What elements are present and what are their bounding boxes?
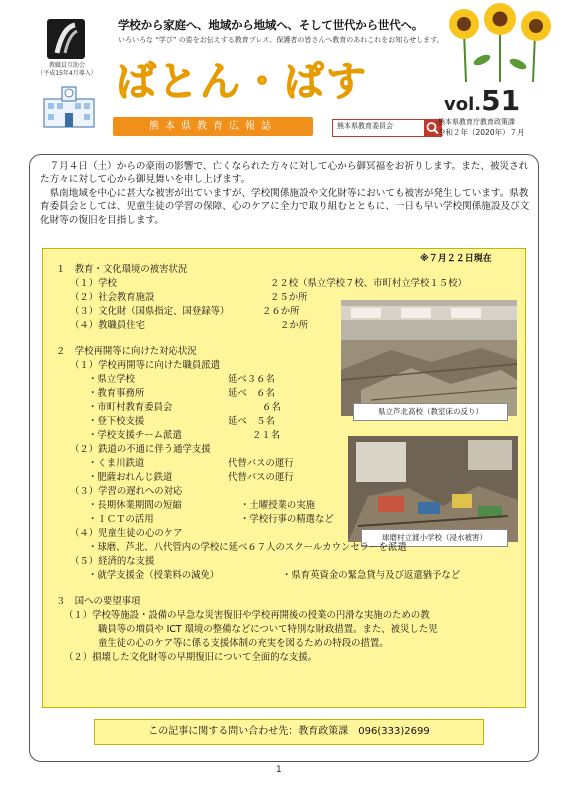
damage-label: （１）学校 (70, 278, 117, 289)
learning-measure: ・土曜授業の実施 (240, 500, 316, 511)
photo-flood-damage (348, 436, 518, 542)
section2-heading: ２ 学校再開等に向けた対応状況 (56, 346, 197, 357)
subsection-heading: （１）学校再開等に向けた職員派遣 (70, 360, 221, 371)
subsection-heading: （３）学習の遅れへの対応 (70, 486, 183, 497)
section3-heading: ３ 国への要望事項 (56, 596, 141, 607)
damage-label: （２）社会教育施設 (70, 292, 155, 303)
aid-measure: ・県育英資金の緊急貸与及び返還猶予など (282, 570, 461, 581)
learning-measure: ・学校行事の精選など (240, 514, 334, 525)
rail-value: 代替バスの運行 (228, 472, 294, 483)
rail-label: ・くま川鉄道 (88, 458, 145, 469)
school-building-icon (40, 83, 98, 129)
magazine-title: ばとん・ぱす (116, 59, 368, 105)
dispatch-label: ・教育事務所 (88, 388, 145, 399)
page-number: 1 (276, 765, 282, 775)
photo-caption: 県立芦北高校（教室床の反り） (353, 403, 508, 421)
sunflower-icon (440, 2, 560, 82)
issue-date: 令和２年（2020年）７月 (438, 128, 525, 137)
subsection-heading: （２）鉄道の不通に伴う通学支援 (70, 444, 211, 455)
contact-info: この記事に関する問い合わせ先：教育政策課 096(333)2699 (94, 719, 484, 745)
dispatch-label: ・登下校支援 (88, 416, 145, 427)
photo-caption: 球磨村立渡小学校（浸水被害） (361, 529, 508, 547)
dispatch-value: 延べ ５名 (228, 416, 275, 427)
logo-icon (47, 19, 85, 59)
issuer-label: 熊本県教育庁教育政策課 (438, 118, 515, 126)
request-line: （２）損壊した文化財等の早期復旧について全面的な支援。 (64, 652, 317, 663)
subsection-heading: （５）経済的な支援 (70, 556, 155, 567)
dispatch-value: 延べ３６名 (228, 374, 275, 385)
damage-value: ２２校（県立学校７校、市町村立学校１５校） (270, 278, 467, 289)
request-line: 童生徒の心のケア等に係る支援体制の充実を図るための特段の措置。 (98, 638, 389, 649)
dispatch-label: ・県立学校 (88, 374, 135, 385)
volume-number: vol.51 (444, 84, 521, 117)
intro-paragraph: 県南地域を中心に甚大な被害が出ていますが、学校関係施設や文化財等においても被害が発生しています。県教育委員会としては、児童生徒の学習の保障、心のケアに全力で取り組むとともに、一日も早い学校関係施設及び文化財等の復旧を目指します。 (40, 187, 530, 226)
subsection-heading: （４）児童生徒の心のケア (70, 528, 183, 539)
damage-value: ２５か所 (270, 292, 308, 303)
sub-tagline: いろいろな “学び” の姿をお伝えする教育プレス、保護者の皆さんへ教育のあれこれをお知らせします。 (118, 36, 444, 44)
search-label: 熊本県教育委員会 (337, 122, 393, 130)
damage-label: （４）教職員住宅 (70, 320, 146, 331)
intro-paragraph: ７月４日（土）からの豪雨の影響で、亡くなられた方々に対して心から御冥福をお祈りします。また、被災された方々に対して心から御見舞いを申し上げます。 (40, 161, 529, 186)
photo-classroom-floor (341, 300, 517, 416)
section1-heading: １ 教育・文化環境の被害状況 (56, 264, 188, 275)
damage-label: （３）文化財（国県指定、国登録等） (70, 306, 230, 317)
damage-value: ２か所 (280, 320, 309, 331)
publication-band: 熊本県教育広報誌 (113, 117, 313, 136)
aid-measure: ・就学支援金（授業料の減免） (88, 570, 220, 581)
dispatch-value: ６名 (262, 402, 281, 413)
logo-mark (47, 19, 85, 59)
rail-value: 代替バスの運行 (228, 458, 294, 469)
dispatch-value: ２１名 (252, 430, 281, 441)
dispatch-label: ・市町村教育委員会 (88, 402, 173, 413)
tagline: 学校から家庭へ、地域から地域へ、そして世代から世代へ。 (118, 18, 424, 32)
request-line: 職員等の増員や ICT 環境の整備などについて特別な財政措置。また、被災した児 (98, 624, 438, 635)
intro-text (40, 160, 530, 227)
request-line: （１）学校等施設・設備の早急な災害復旧や学校再開後の授業の円滑な実施のための教 (64, 610, 430, 621)
learning-measure: ・長期休業期間の短縮 (88, 500, 182, 511)
logo-caption: 教職員互助会 （平成15年4月導入） (37, 62, 97, 77)
dispatch-value: 延べ ６名 (228, 388, 275, 399)
learning-measure: ・ＩＣＴの活用 (88, 514, 154, 525)
damage-value: ２６か所 (262, 306, 300, 317)
rail-label: ・肥薩おれんじ鉄道 (88, 472, 173, 483)
care-measure: ・球磨、芦北、八代管内の学校に延べ６７人のスクールカウンセラーを派遣 (88, 542, 407, 553)
as-of-date: ※７月２２日現在 (420, 254, 492, 264)
dispatch-label: ・学校支援チーム派遣 (88, 430, 182, 441)
